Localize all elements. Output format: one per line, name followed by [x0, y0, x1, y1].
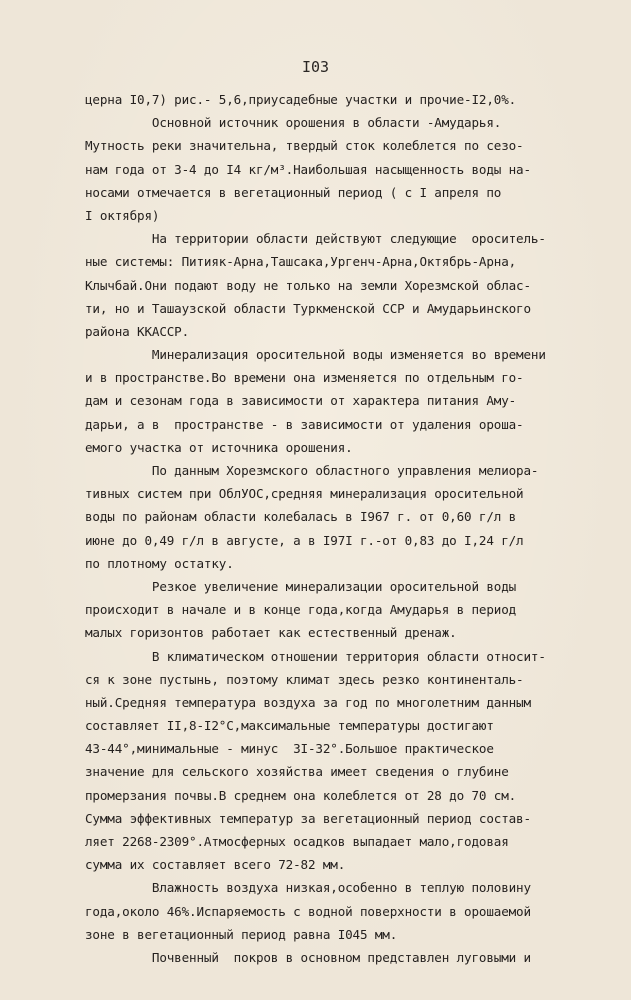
text-line: ся к зоне пустынь, поэтому климат здесь резко континенталь-	[85, 671, 524, 687]
text-line: Резкое увеличение минерализации оросительной воды	[85, 578, 517, 594]
text-line: сумма их составляет всего 72-82 мм.	[85, 857, 346, 873]
text-line: июне до 0,49 г/л в августе, а в I97I г.-от 0,83 до I,24 г/л	[85, 532, 524, 548]
text-line: происходит в начале и в конце года,когда Амударья в период	[85, 602, 517, 618]
text-line: В климатическом отношении территория области относит-	[85, 648, 546, 664]
text-line: Почвенный покров в основном представлен луговыми и	[85, 949, 531, 965]
text-line: Мутность реки значительна, твердый сток колеблется по сезо-	[85, 138, 524, 154]
text-line: ти, но и Ташаузской области Туркменской ССР и Амударьинского	[85, 300, 531, 316]
text-line: 43-44°,минимальные - минус 3I-32°.Большое практическое	[85, 741, 494, 757]
text-line: На территории области действуют следующие ороситель-	[85, 231, 546, 247]
text-line: Минерализация оросительной воды изменяется во времени	[85, 347, 546, 363]
text-line: Влажность воздуха низкая,особенно в теплую половину	[85, 880, 531, 896]
text-line: тивных систем при ОблУОС,средняя минерализация оросительной	[85, 486, 524, 502]
text-line: значение для сельского хозяйства имеет сведения о глубине	[85, 764, 509, 780]
text-line: Клычбай.Они подают воду не только на земли Хорезмской облас-	[85, 277, 531, 293]
text-line: по плотному остатку.	[85, 555, 234, 571]
text-line: По данным Хорезмского областного управления мелиора-	[85, 463, 539, 478]
text-line: промерзания почвы.В среднем она колеблется от 28 до 70 см.	[85, 787, 517, 803]
body-text	[85, 88, 605, 969]
text-line: года,около 46%.Испаряемость с водной поверхности в орошаемой	[85, 903, 531, 919]
text-line: дам и сезонам года в зависимости от характера питания Аму-	[85, 393, 517, 409]
text-line: дарьи, а в пространстве - в зависимости от удаления ороша-	[85, 416, 524, 432]
text-line: составляет II,8-I2°С,максимальные температуры достигают	[85, 718, 494, 734]
text-line: малых горизонтов работает как естественный дренаж.	[85, 625, 457, 641]
text-line: ляет 2268-2309°.Атмосферных осадков выпадает мало,годовая	[85, 834, 509, 849]
text-line: зоне в вегетационный период равна I045 мм.	[85, 926, 398, 942]
text-line: Сумма эффективных температур за вегетационный период состав-	[85, 810, 531, 826]
text-line: I октября)	[85, 207, 160, 223]
text-line: церна I0,7) рис.- 5,6,приусадебные участки и прочие-I2,0%.	[85, 92, 517, 107]
text-line: ный.Средняя температура воздуха за год по многолетним данным	[85, 694, 531, 710]
text-line: емого участка от источника орошения.	[85, 439, 353, 455]
text-line: воды по районам области колебалась в I967 г. от 0,60 г/л в	[85, 509, 517, 525]
text-line: и в пространстве.Во времени она изменяется по отдельным го-	[85, 370, 524, 386]
text-line: района ККАССР.	[85, 323, 190, 339]
text-line: ные системы: Питияк-Арна,Ташсака,Ургенч-Арна,Октябрь-Арна,	[85, 254, 517, 270]
text-line: Основной источник орошения в области -Амударья.	[85, 115, 502, 131]
text-line: носами отмечается в вегетационный период ( с I апреля по	[85, 184, 502, 200]
text-line: нам года от 3-4 до I4 кг/м³.Наибольшая насыщенность воды на-	[85, 161, 531, 177]
page-number: I03	[301, 58, 330, 76]
